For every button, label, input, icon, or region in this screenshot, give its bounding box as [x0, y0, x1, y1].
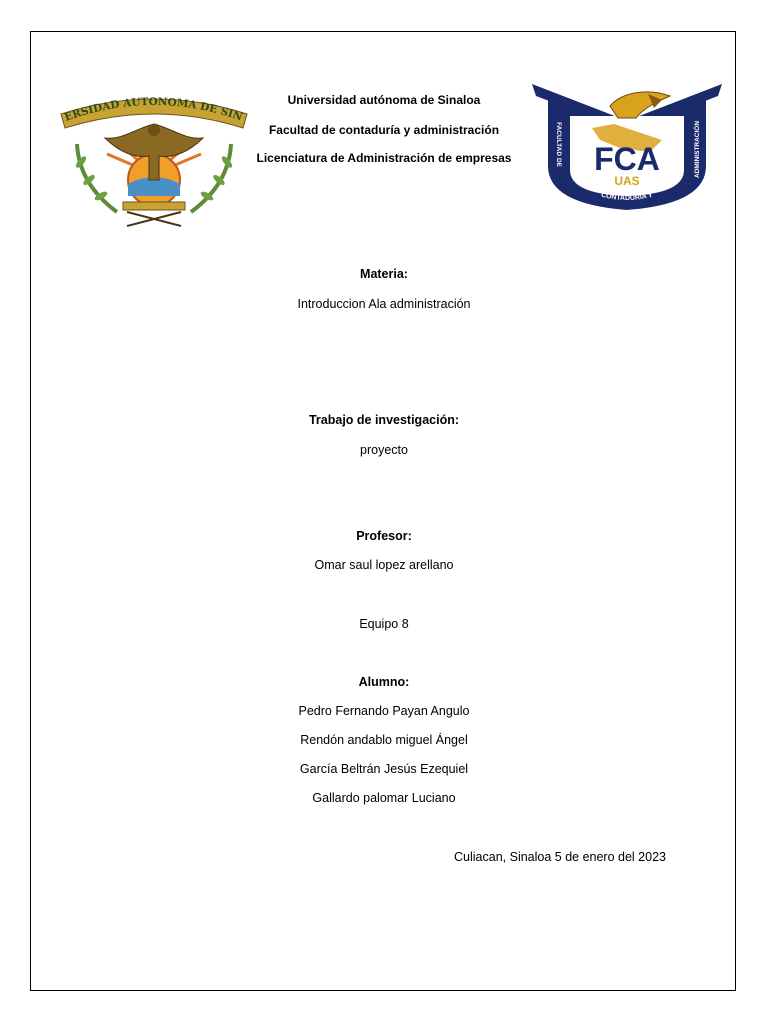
materia-value: Introduccion Ala administración — [297, 297, 471, 311]
profesor-label: Profesor: — [356, 529, 412, 543]
equipo-text: Equipo 8 — [359, 617, 409, 631]
faculty-name: Facultad de contaduría y administración — [268, 123, 500, 137]
alumno-label: Alumno: — [358, 675, 410, 689]
alumno-name: Rendón andablo miguel Ángel — [300, 733, 468, 747]
place-date-line: Culiacan, Sinaloa 5 de enero del 2023 — [454, 850, 666, 864]
fca-right-band-text: ADMINISTRACIÓN — [694, 120, 701, 178]
fca-emblem-logo — [530, 78, 724, 214]
program-name: Licenciatura de Administración de empresas — [256, 151, 512, 165]
fca-left-band-text: FACULTAD DE — [555, 122, 562, 167]
uas-ring-text: ERSIDAD AUTONOMA DE SIN — [63, 95, 244, 124]
uas-seal-graphic — [57, 84, 251, 228]
fca-main-text: FCA — [594, 141, 660, 177]
trabajo-value: proyecto — [360, 443, 408, 457]
alumno-name: Pedro Fernando Payan Angulo — [298, 704, 470, 718]
uas-seal-logo — [57, 84, 251, 228]
alumno-name: Gallardo palomar Luciano — [312, 791, 456, 805]
university-name: Universidad autónoma de Sinaloa — [287, 93, 481, 107]
materia-label: Materia: — [360, 267, 408, 281]
trabajo-label: Trabajo de investigación: — [308, 413, 460, 427]
alumno-name: García Beltrán Jesús Ezequiel — [299, 762, 469, 776]
fca-sub-text: UAS — [614, 174, 640, 188]
fca-emblem-graphic — [530, 78, 724, 214]
fca-bottom-band-text: CONTADURÍA Y — [600, 191, 654, 203]
profesor-value: Omar saul lopez arellano — [314, 558, 454, 572]
